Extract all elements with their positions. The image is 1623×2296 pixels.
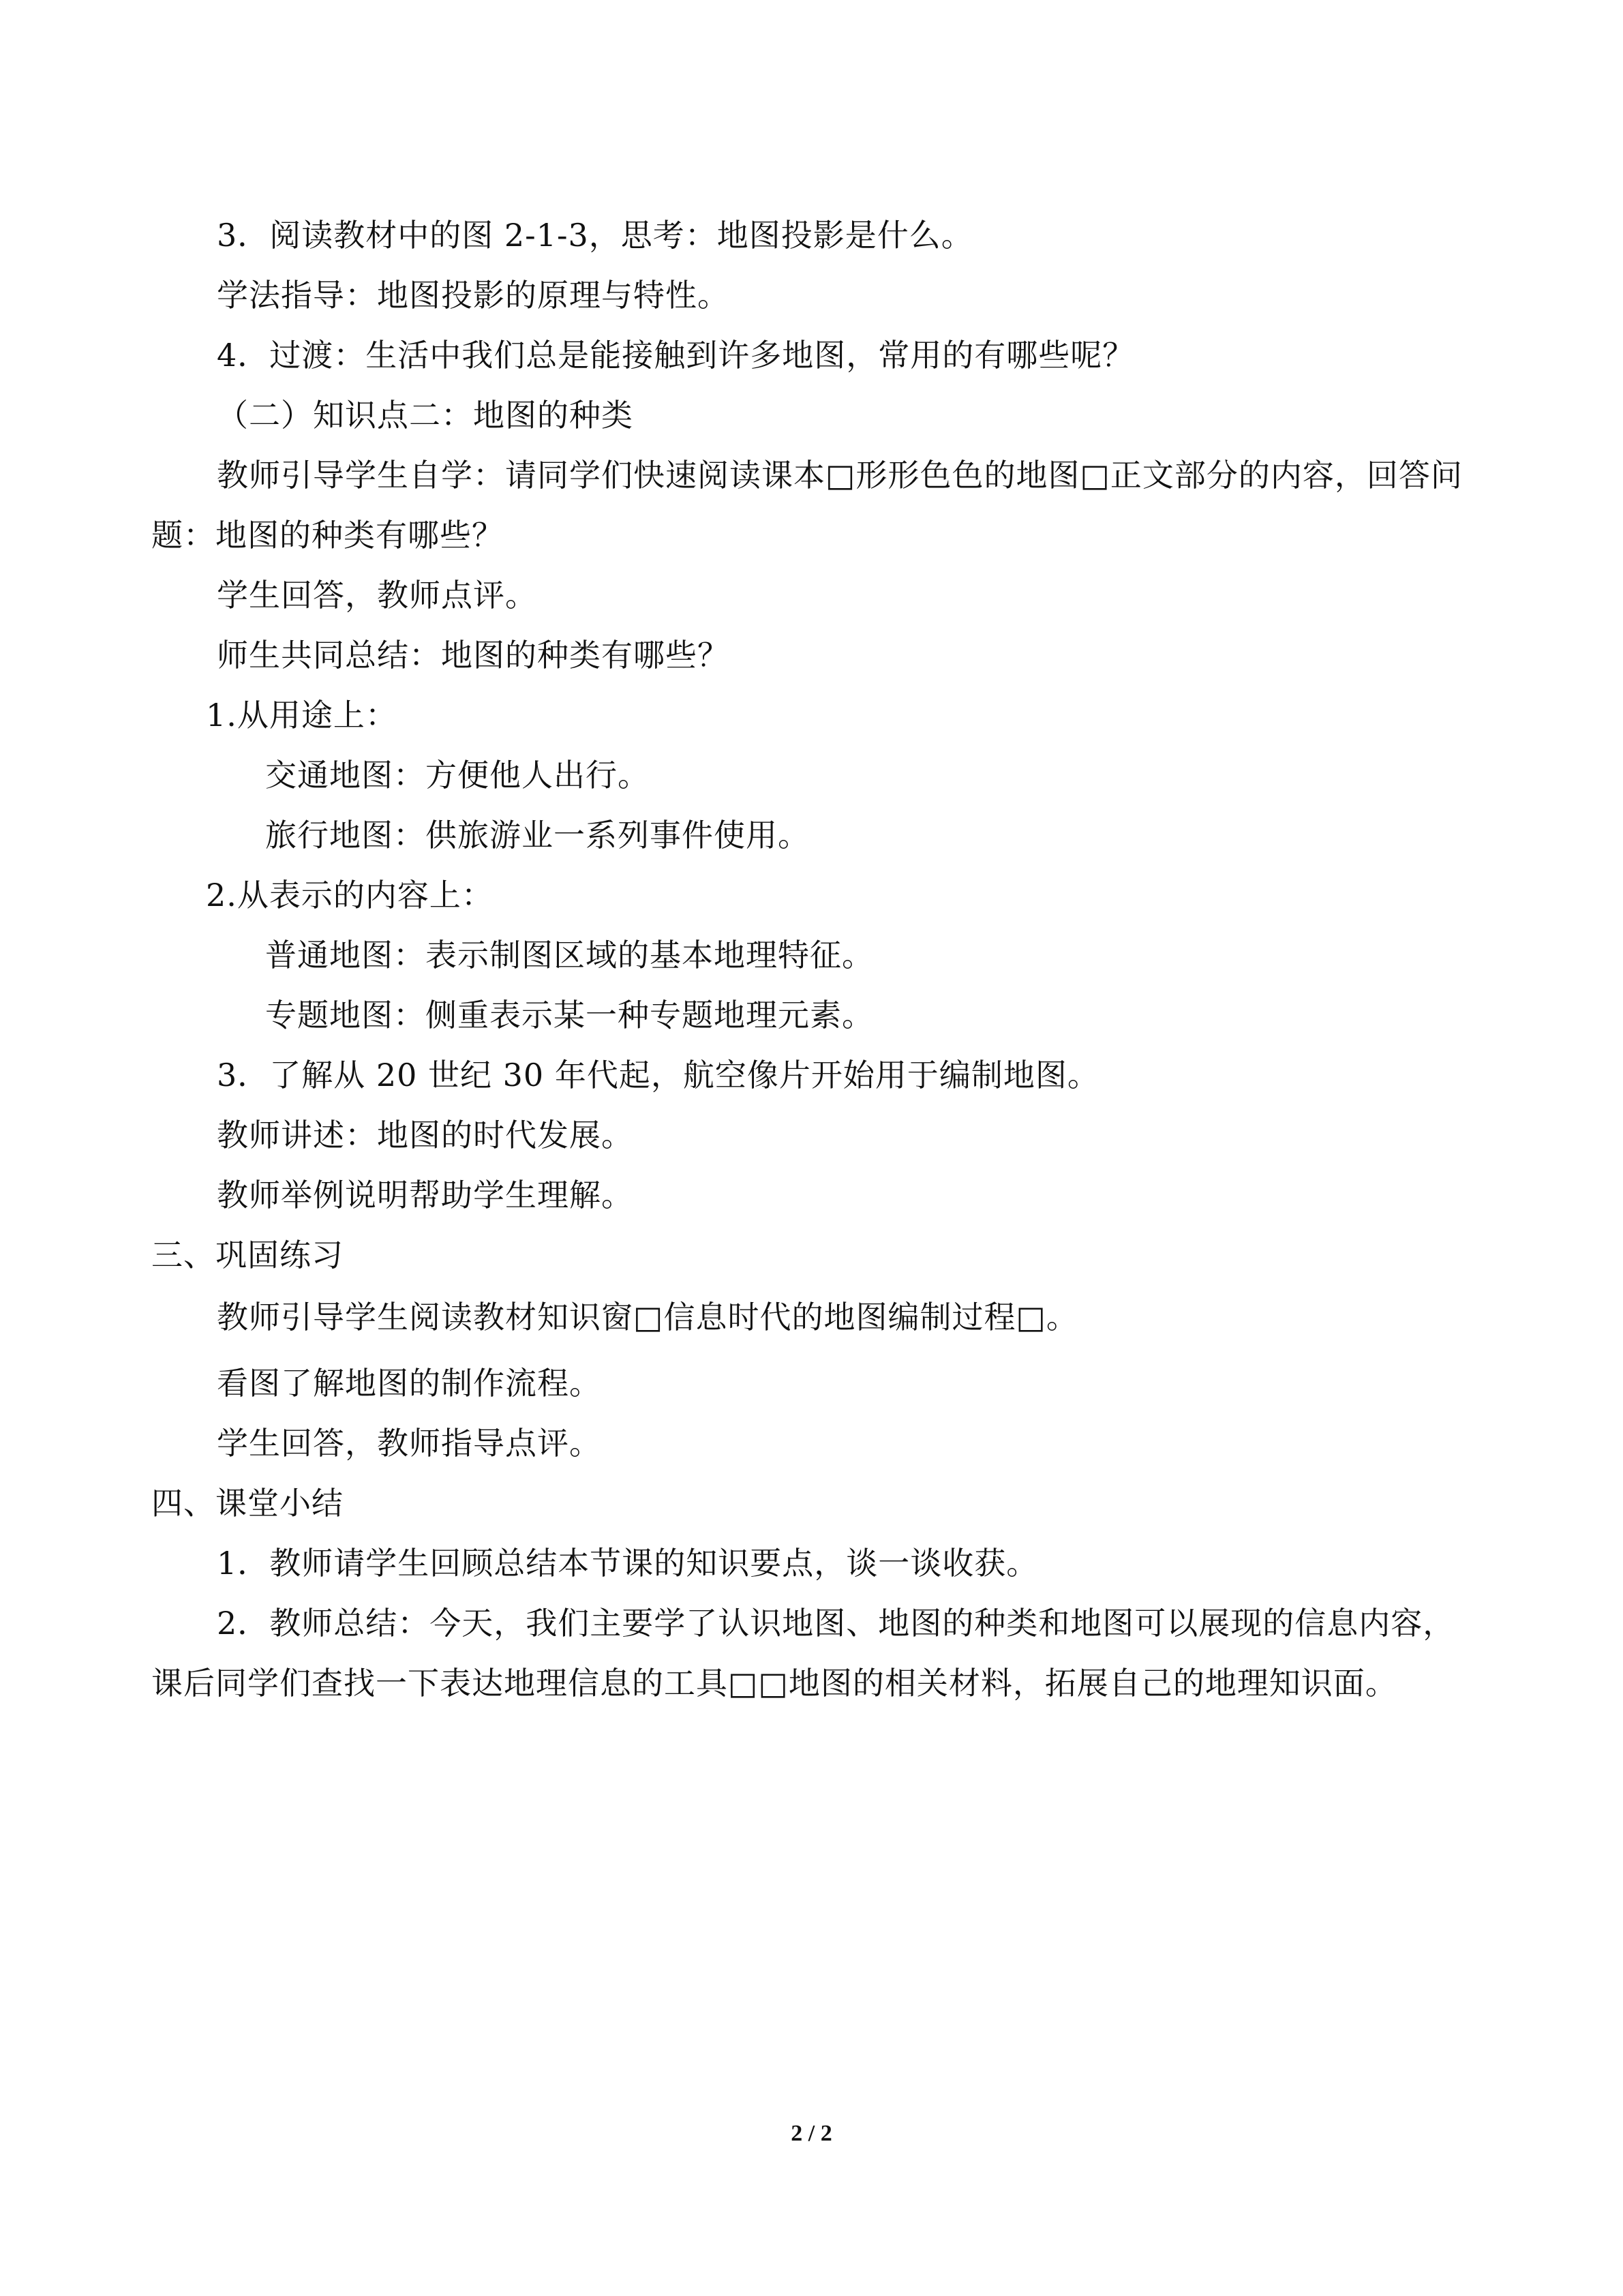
list-item: 旅行地图：供旅游业一系列事件使用。 — [265, 817, 810, 854]
list-item: 交通地图：方便他人出行。 — [265, 757, 650, 794]
paragraph-line: 教师引导学生自学：请同学们快速阅读课本□形形色色的地图□正文部分的内容，回答问 — [217, 457, 1463, 494]
paragraph-line: 2．教师总结：今天，我们主要学了认识地图、地图的种类和地图可以展现的信息内容， — [217, 1605, 1455, 1642]
paragraph-line: 教师引导学生阅读教材知识窗□信息时代的地图编制过程□。 — [217, 1299, 1078, 1335]
paragraph-line: 学生回答，教师指导点评。 — [217, 1425, 601, 1462]
paragraph-line: 师生共同总结：地图的种类有哪些？ — [217, 637, 729, 674]
paragraph-line: 学生回答，教师点评。 — [217, 577, 537, 614]
paragraph-line: 学法指导：地图投影的原理与特性。 — [217, 277, 729, 314]
page-number: 2 / 2 — [791, 2121, 832, 2146]
section-heading: 三、巩固练习 — [151, 1237, 344, 1273]
paragraph-line: 1．教师请学生回顾总结本节课的知识要点，谈一谈收获。 — [217, 1545, 1039, 1582]
list-item: 普通地图：表示制图区域的基本地理特征。 — [265, 937, 874, 973]
paragraph-line: 3．了解从 20 世纪 30 年代起，航空像片开始用于编制地图。 — [217, 1057, 1099, 1093]
paragraph-line: 题：地图的种类有哪些？ — [151, 517, 504, 554]
paragraph-line: 课后同学们查找一下表达地理信息的工具□□地图的相关材料，拓展自己的地理知识面。 — [151, 1665, 1397, 1702]
paragraph-line: 教师举例说明帮助学生理解。 — [217, 1177, 633, 1213]
paragraph-line: 4．过渡：生活中我们总是能接触到许多地图，常用的有哪些呢？ — [217, 337, 1135, 374]
section-heading: 四、课堂小结 — [151, 1485, 344, 1522]
list-heading: 2.从表示的内容上： — [206, 877, 494, 913]
paragraph-line: 看图了解地图的制作流程。 — [217, 1365, 601, 1402]
section-heading: （二）知识点二：地图的种类 — [217, 397, 633, 434]
list-item: 专题地图：侧重表示某一种专题地理元素。 — [265, 997, 874, 1033]
paragraph-line: 教师讲述：地图的时代发展。 — [217, 1117, 633, 1153]
paragraph-line: 3．阅读教材中的图 2-1-3，思考：地图投影是什么。 — [217, 217, 973, 254]
list-heading: 1.从用途上： — [206, 697, 397, 734]
